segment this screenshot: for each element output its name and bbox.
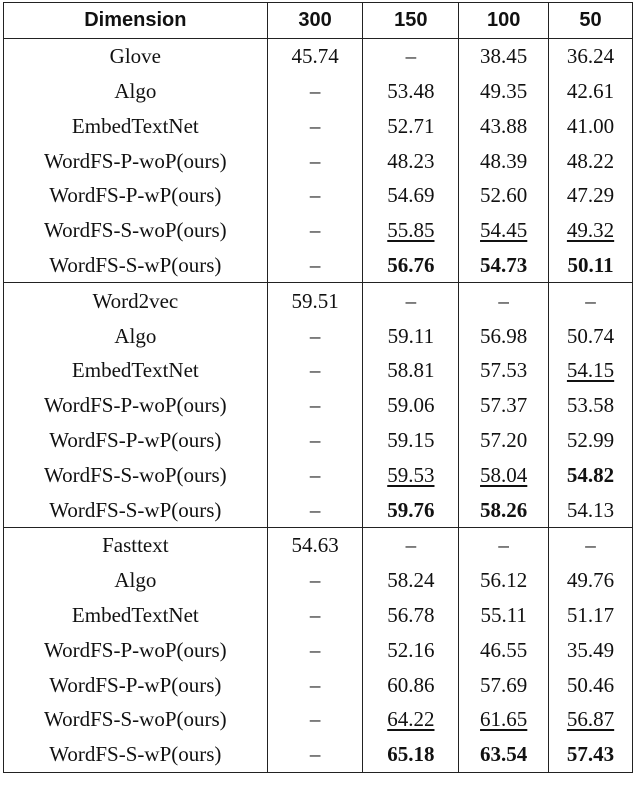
value-300-cell (267, 318, 363, 353)
cell-text: 53.58 (566, 393, 615, 418)
cell-text: – (309, 742, 321, 767)
cell-text: 63.54 (480, 742, 528, 767)
method-cell (4, 248, 268, 283)
cell-text: – (309, 637, 321, 662)
table-row (4, 423, 633, 458)
value-150-cell (363, 702, 459, 737)
value-50-cell (549, 423, 633, 458)
value-300-cell (267, 388, 363, 423)
cell-text: 42.61 (566, 78, 615, 103)
value-150-cell (363, 423, 459, 458)
cell-text: 64.22 (387, 707, 435, 732)
value-150-cell (363, 213, 459, 248)
cell-text: – (309, 113, 321, 138)
value-50-cell (549, 108, 633, 143)
table-row (4, 74, 633, 109)
cell-text: – (309, 323, 321, 348)
method-cell (4, 667, 268, 702)
method-cell (4, 143, 268, 178)
value-300-cell (267, 178, 363, 213)
cell-text: 49.32 (566, 218, 615, 243)
cell-text: 56.87 (566, 707, 615, 732)
method-cell (4, 108, 268, 143)
value-150-cell (363, 457, 459, 492)
cell-text: 49.35 (480, 78, 528, 103)
cell-text: 48.39 (480, 148, 528, 173)
method-cell (4, 74, 268, 109)
table-row (4, 283, 633, 318)
value-100-cell (459, 143, 549, 178)
value-100-cell (459, 353, 549, 388)
value-300-cell (267, 598, 363, 633)
cell-text: 60.86 (387, 672, 435, 697)
cell-text: 58.81 (387, 358, 435, 383)
cell-text: – (309, 497, 321, 522)
cell-text: 55.11 (480, 602, 527, 627)
value-50-cell (549, 248, 633, 283)
header-50: 50 (549, 3, 633, 39)
cell-text: – (309, 148, 321, 173)
value-100-cell (459, 283, 549, 318)
cell-text: – (309, 602, 321, 627)
cell-text: 49.76 (566, 568, 615, 593)
value-150-cell (363, 283, 459, 318)
value-150-cell (363, 388, 459, 423)
value-50-cell (549, 213, 633, 248)
value-150-cell (363, 74, 459, 109)
value-50-cell (549, 632, 633, 667)
table-row (4, 737, 633, 772)
table-row (4, 457, 633, 492)
value-50-cell (549, 318, 633, 353)
value-100-cell (459, 213, 549, 248)
method-cell (4, 563, 268, 598)
cell-text: WordFS-S-wP(ours) (49, 742, 222, 767)
table-row (4, 492, 633, 527)
cell-text: 54.15 (566, 358, 615, 383)
value-50-cell (549, 598, 633, 633)
value-100-cell (459, 492, 549, 527)
table-row (4, 248, 633, 283)
table-row (4, 632, 633, 667)
value-50-cell (549, 388, 633, 423)
cell-text: 52.60 (480, 183, 528, 208)
value-300-cell (267, 143, 363, 178)
method-cell (4, 178, 268, 213)
method-cell (4, 353, 268, 388)
cell-text: WordFS-P-wP(ours) (49, 183, 222, 208)
cell-text: 54.73 (480, 252, 528, 277)
cell-text: – (309, 218, 321, 243)
cell-text: 52.71 (387, 113, 435, 138)
value-50-cell (549, 143, 633, 178)
value-100-cell (459, 388, 549, 423)
cell-text: EmbedTextNet (71, 358, 199, 383)
cell-text: Fasttext (102, 533, 169, 558)
value-100-cell (459, 702, 549, 737)
cell-text: 45.74 (291, 44, 339, 69)
cell-text: 36.24 (566, 44, 615, 69)
value-150-cell (363, 248, 459, 283)
cell-text: 52.99 (566, 427, 615, 452)
value-100-cell (459, 248, 549, 283)
cell-text: – (405, 533, 417, 558)
header-300: 300 (267, 3, 363, 39)
table-group-glove (4, 38, 633, 283)
cell-text: 58.24 (387, 568, 435, 593)
cell-text: WordFS-S-woP(ours) (44, 462, 227, 487)
value-100-cell (459, 598, 549, 633)
cell-text: Glove (109, 44, 161, 69)
value-150-cell (363, 318, 459, 353)
cell-text: – (585, 533, 596, 558)
cell-text: – (405, 44, 417, 69)
value-100-cell (459, 457, 549, 492)
value-300-cell (267, 353, 363, 388)
value-150-cell (363, 667, 459, 702)
cell-text: 59.11 (387, 323, 435, 348)
value-300-cell (267, 283, 363, 318)
cell-text: 48.22 (566, 148, 615, 173)
cell-text: 54.45 (480, 218, 528, 243)
cell-text: 59.15 (387, 427, 435, 452)
cell-text: EmbedTextNet (71, 113, 199, 138)
value-150-cell (363, 143, 459, 178)
table-row (4, 108, 633, 143)
value-150-cell (363, 737, 459, 772)
cell-text: – (309, 78, 321, 103)
cell-text: WordFS-P-woP(ours) (44, 393, 227, 418)
cell-text: 50.11 (567, 252, 614, 277)
value-50-cell (549, 74, 633, 109)
table-row (4, 353, 633, 388)
method-cell (4, 38, 268, 73)
cell-text: – (405, 288, 417, 313)
cell-text: EmbedTextNet (71, 602, 199, 627)
cell-text: – (309, 568, 321, 593)
cell-text: 56.78 (387, 602, 435, 627)
table-group-word2vec (4, 283, 633, 528)
value-300-cell (267, 108, 363, 143)
cell-text: 56.76 (387, 252, 435, 277)
cell-text: 54.82 (566, 462, 615, 487)
cell-text: 59.06 (387, 393, 435, 418)
value-50-cell (549, 457, 633, 492)
value-300-cell (267, 248, 363, 283)
cell-text: 50.46 (566, 672, 615, 697)
value-100-cell (459, 667, 549, 702)
method-cell (4, 213, 268, 248)
value-300-cell (267, 702, 363, 737)
value-100-cell (459, 318, 549, 353)
table-row (4, 563, 633, 598)
cell-text: – (309, 707, 321, 732)
cell-text: – (309, 252, 321, 277)
table-row (4, 38, 633, 73)
cell-text: 56.12 (480, 568, 528, 593)
cell-text: 43.88 (480, 113, 528, 138)
cell-text: Algo (114, 323, 157, 348)
value-50-cell (549, 563, 633, 598)
method-cell (4, 423, 268, 458)
cell-text: – (309, 393, 321, 418)
cell-text: 57.20 (480, 427, 528, 452)
value-150-cell (363, 178, 459, 213)
cell-text: 59.76 (387, 497, 435, 522)
cell-text: WordFS-S-woP(ours) (44, 707, 227, 732)
cell-text: 55.85 (387, 218, 435, 243)
table-group-fasttext (4, 527, 633, 772)
value-300-cell (267, 213, 363, 248)
value-50-cell (549, 353, 633, 388)
value-50-cell (549, 667, 633, 702)
method-cell (4, 388, 268, 423)
cell-text: 46.55 (480, 637, 528, 662)
value-100-cell (459, 527, 549, 562)
value-150-cell (363, 353, 459, 388)
cell-text: 58.04 (480, 462, 528, 487)
cell-text: 57.53 (480, 358, 528, 383)
value-150-cell (363, 598, 459, 633)
cell-text: WordFS-P-wP(ours) (49, 672, 222, 697)
method-cell (4, 737, 268, 772)
cell-text: 41.00 (566, 113, 615, 138)
cell-text: 61.65 (480, 707, 528, 732)
table-row (4, 702, 633, 737)
cell-text: 35.49 (566, 637, 615, 662)
value-300-cell (267, 737, 363, 772)
cell-text: 57.69 (480, 672, 528, 697)
header-dimension: Dimension (4, 3, 268, 39)
cell-text: WordFS-P-woP(ours) (44, 637, 227, 662)
value-150-cell (363, 563, 459, 598)
method-cell (4, 702, 268, 737)
value-300-cell (267, 632, 363, 667)
cell-text: 59.53 (387, 462, 435, 487)
table-row (4, 667, 633, 702)
table-row (4, 143, 633, 178)
value-50-cell (549, 702, 633, 737)
value-150-cell (363, 38, 459, 73)
value-100-cell (459, 423, 549, 458)
cell-text: 38.45 (480, 44, 528, 69)
cell-text: 54.63 (291, 533, 339, 558)
table-header (4, 3, 633, 39)
value-300-cell (267, 457, 363, 492)
cell-text: Algo (114, 78, 157, 103)
method-cell (4, 457, 268, 492)
table-row (4, 388, 633, 423)
cell-text: WordFS-S-wP(ours) (49, 252, 222, 277)
value-300-cell (267, 527, 363, 562)
cell-text: 48.23 (387, 148, 435, 173)
header-100: 100 (459, 3, 549, 39)
cell-text: WordFS-S-woP(ours) (44, 218, 227, 243)
value-300-cell (267, 38, 363, 73)
method-cell (4, 283, 268, 318)
cell-text: 58.26 (480, 497, 528, 522)
value-300-cell (267, 667, 363, 702)
cell-text: – (498, 533, 509, 558)
cell-text: 65.18 (387, 742, 435, 767)
cell-text: 57.37 (480, 393, 528, 418)
value-50-cell (549, 283, 633, 318)
header-row (4, 3, 633, 39)
value-300-cell (267, 423, 363, 458)
value-100-cell (459, 632, 549, 667)
value-100-cell (459, 38, 549, 73)
table-row (4, 598, 633, 633)
value-300-cell (267, 492, 363, 527)
value-150-cell (363, 108, 459, 143)
cell-text: – (498, 288, 509, 313)
method-cell (4, 318, 268, 353)
value-150-cell (363, 632, 459, 667)
cell-text: 47.29 (566, 183, 615, 208)
cell-text: WordFS-P-wP(ours) (49, 427, 222, 452)
table-row (4, 527, 633, 562)
value-50-cell (549, 492, 633, 527)
cell-text: – (309, 427, 321, 452)
cell-text: – (309, 358, 321, 383)
cell-text: 52.16 (387, 637, 435, 662)
cell-text: 54.69 (387, 183, 435, 208)
value-100-cell (459, 108, 549, 143)
cell-text: – (309, 462, 321, 487)
value-100-cell (459, 737, 549, 772)
method-cell (4, 527, 268, 562)
cell-text: – (309, 183, 321, 208)
table-row (4, 213, 633, 248)
cell-text: – (309, 672, 321, 697)
method-cell (4, 598, 268, 633)
value-300-cell (267, 74, 363, 109)
value-50-cell (549, 178, 633, 213)
cell-text: WordFS-P-woP(ours) (44, 148, 227, 173)
cell-text: Algo (114, 568, 157, 593)
cell-text: WordFS-S-wP(ours) (49, 497, 222, 522)
cell-text: 54.13 (566, 497, 615, 522)
cell-text: 57.43 (566, 742, 615, 767)
value-50-cell (549, 527, 633, 562)
cell-text: 56.98 (480, 323, 528, 348)
value-100-cell (459, 563, 549, 598)
header-150: 150 (363, 3, 459, 39)
cell-text: Word2vec (92, 288, 179, 313)
cell-text: – (585, 288, 596, 313)
value-50-cell (549, 737, 633, 772)
table-row (4, 318, 633, 353)
value-100-cell (459, 74, 549, 109)
results-table (3, 2, 633, 773)
cell-text: 59.51 (291, 288, 339, 313)
cell-text: 53.48 (387, 78, 435, 103)
cell-text: 50.74 (566, 323, 615, 348)
cell-text: 51.17 (566, 602, 615, 627)
value-100-cell (459, 178, 549, 213)
method-cell (4, 492, 268, 527)
value-150-cell (363, 527, 459, 562)
table-row (4, 178, 633, 213)
value-300-cell (267, 563, 363, 598)
value-150-cell (363, 492, 459, 527)
method-cell (4, 632, 268, 667)
value-50-cell (549, 38, 633, 73)
